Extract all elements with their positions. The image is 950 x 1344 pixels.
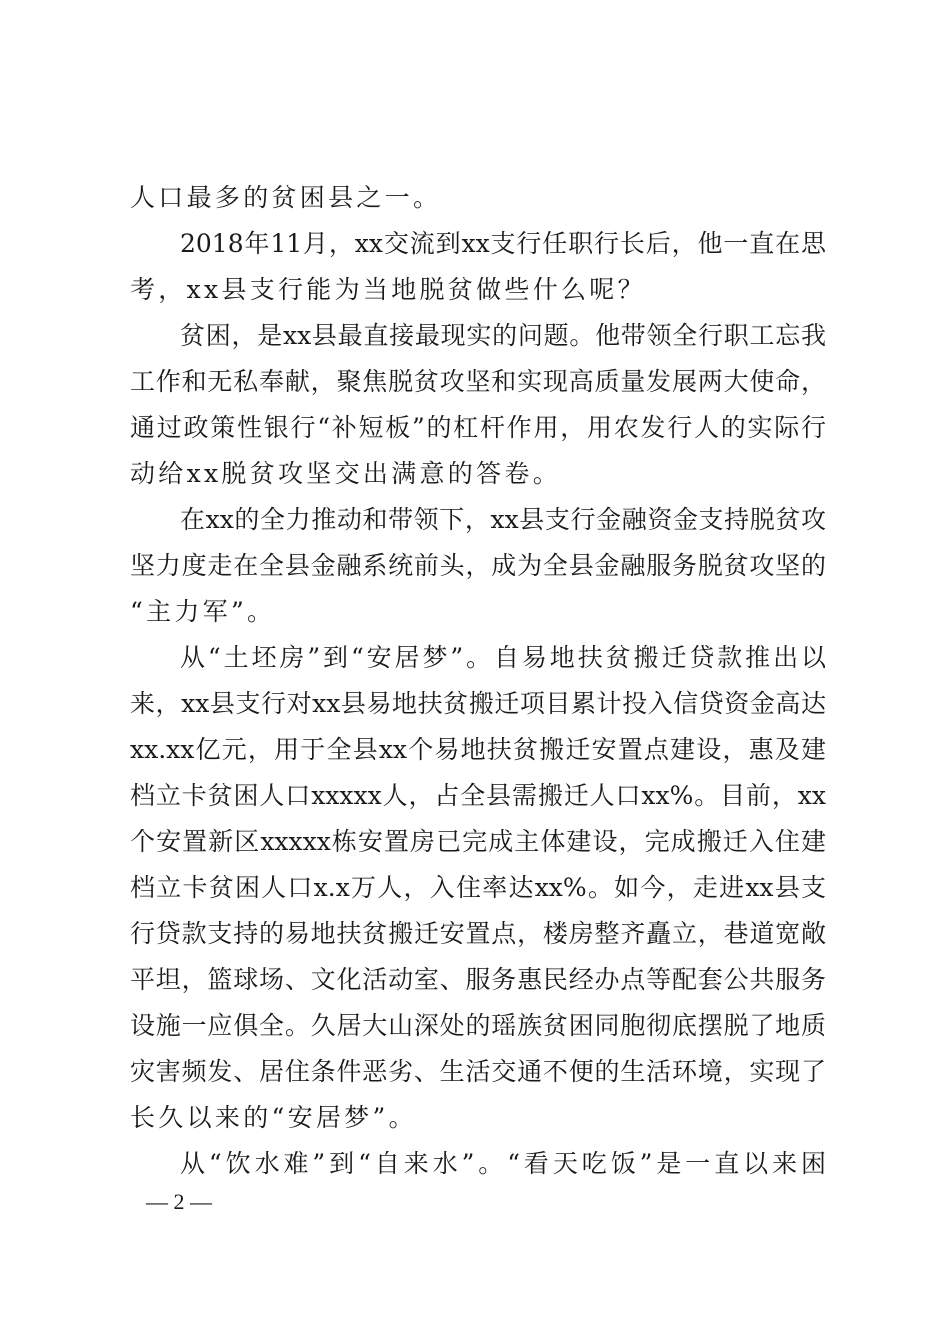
page-number: — 2 — (146, 1189, 212, 1214)
text-line: 设施一应俱全。久居大山深处的瑶族贫困同胞彻底摆脱了地质 (130, 1011, 826, 1040)
text-line: 从“土坯房”到“安居梦”。自易地扶贫搬迁贷款推出以 (180, 643, 826, 672)
text-line: 行贷款支持的易地扶贫搬迁安置点，楼房整齐矗立，巷道宽敞 (130, 919, 826, 948)
text-line: 从“饮水难”到“自来水”。“看天吃饭”是一直以来困 (180, 1149, 826, 1178)
text-line: 通过政策性银行“补短板”的杠杆作用，用农发行人的实际行 (130, 413, 826, 442)
text-line: 人口最多的贫困县之一。 (130, 183, 442, 212)
text-line: 坚力度走在全县金融系统前头，成为全县金融服务脱贫攻坚的 (130, 551, 826, 580)
text-line: “主力军”。 (130, 597, 276, 626)
text-line: 考，xx县支行能为当地脱贫做些什么呢？ (130, 275, 646, 304)
text-line: 动给xx脱贫攻坚交出满意的答卷。 (130, 459, 561, 488)
text-line: 在xx的全力推动和带领下，xx县支行金融资金支持脱贫攻 (180, 505, 826, 534)
text-line: 来，xx县支行对xx县易地扶贫搬迁项目累计投入信贷资金高达 (130, 689, 826, 718)
text-line: 灾害频发、居住条件恶劣、生活交通不便的生活环境，实现了 (130, 1057, 826, 1086)
text-line: 个安置新区xxxxx栋安置房已完成主体建设，完成搬迁入住建 (130, 827, 826, 856)
text-line: 2018年11月，xx交流到xx支行任职行长后，他一直在思 (180, 229, 826, 258)
text-line: 贫困，是xx县最直接最现实的问题。他带领全行职工忘我 (180, 321, 826, 350)
text-line: 平坦，篮球场、文化活动室、服务惠民经办点等配套公共服务 (130, 965, 826, 994)
text-line: 档立卡贫困人口x.x万人，入住率达xx%。如今，走进xx县支 (130, 873, 826, 902)
text-line: 档立卡贫困人口xxxxx人，占全县需搬迁人口xx%。目前，xx (130, 781, 826, 810)
text-line: 长久以来的“安居梦”。 (130, 1103, 417, 1132)
text-line: 工作和无私奉献，聚焦脱贫攻坚和实现高质量发展两大使命， (130, 367, 826, 396)
text-line: xx.xx亿元，用于全县xx个易地扶贫搬迁安置点建设，惠及建 (130, 735, 826, 764)
